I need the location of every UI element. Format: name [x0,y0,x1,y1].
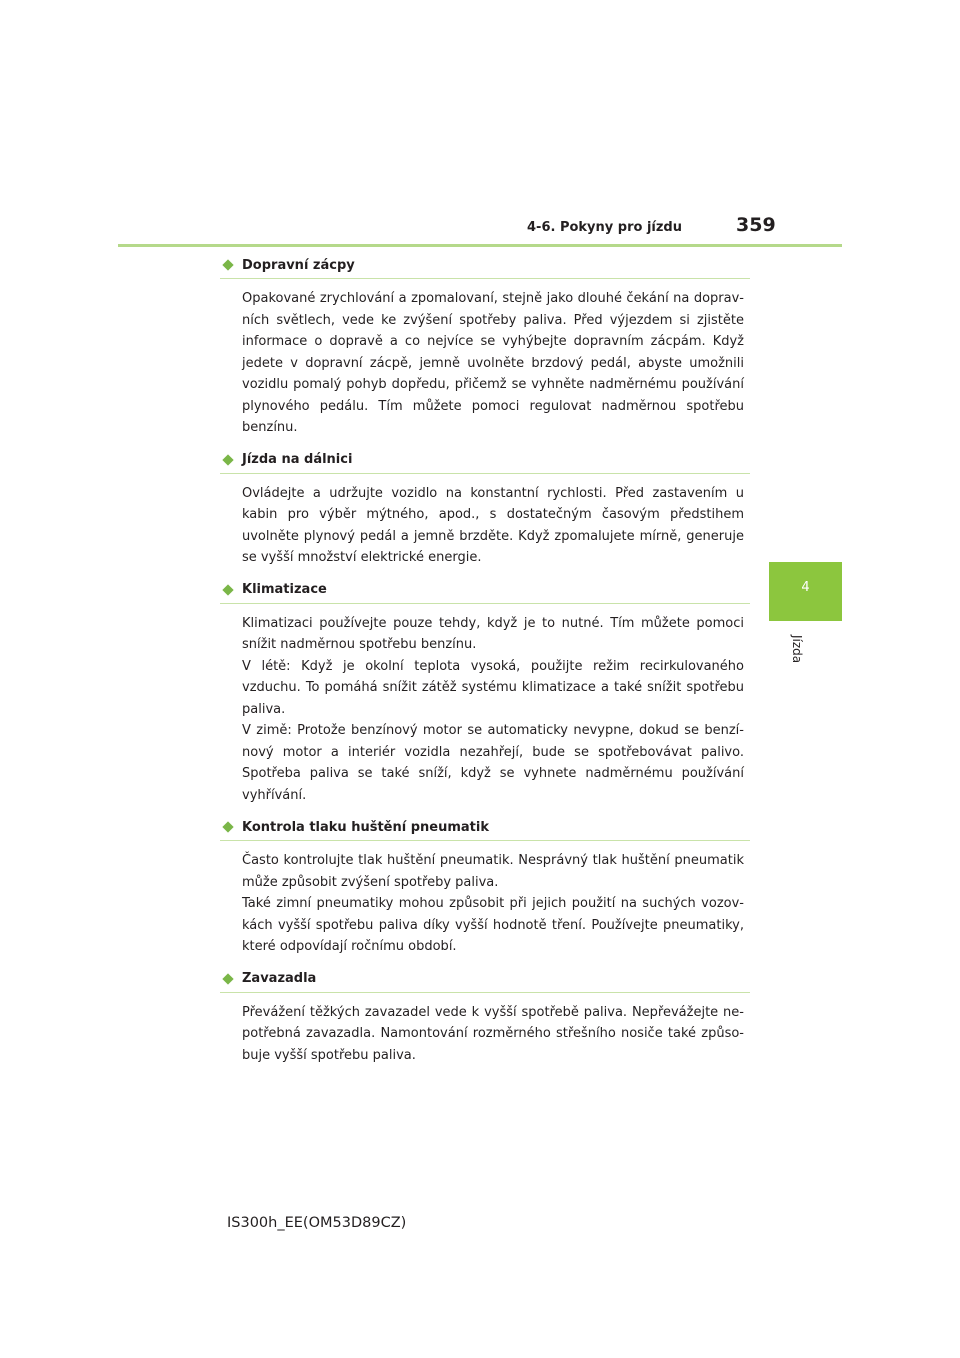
section-body [242,1002,744,1067]
section-body [242,613,744,807]
chapter-tab[interactable]: 4 [769,562,842,621]
header-divider [118,244,842,247]
section-luggage [220,968,750,1067]
diamond-bullet-icon [222,973,233,984]
paragraph: V létě: Když je okolní teplota vysoká, použijte režim recirkulovaného vzduchu. To pomáhá snížit zátěž systému klimatizace a také snížit spotřebu paliva. [242,658,744,717]
diamond-bullet-icon [222,821,233,832]
section-tire-pressure [220,816,750,958]
paragraph: Také zimní pneumatiky mohou způsobit při jejich použití na suchých vozovkách vyšší spotřebu paliva díky vyšší hodnotě tření. Používejte pneumatiky, které odpovídají ročnímu období. [242,896,744,954]
page-content [220,254,750,1076]
section-title: Jízda na dálnici [242,452,353,467]
section-body [242,850,744,958]
section-header [220,579,750,604]
diamond-bullet-icon [222,584,233,595]
section-traffic-jams [220,254,750,439]
section-header [220,254,750,279]
paragraph: Často kontrolujte tlak huštění pneumatik. Nesprávný tlak huštění pneumatik může způsobit zvýšení spotřeby paliva. [242,853,744,890]
section-header [220,816,750,841]
section-title: Zavazadla [242,971,317,986]
chapter-title: 4-6. Pokyny pro jízdu [527,220,682,235]
paragraph: Převážení těžkých zavazadel vede k vyšší spotřebě paliva. Nepřevážejte nepotřebná zavazadla. Namontování rozměrného střešního nosiče také způsobuje vyšší spotřebu paliva. [242,1004,744,1063]
paragraph: Ovládejte a udržujte vozidlo na konstantní rychlosti. Před zastavením u kabin pro výběr mýtného, apod., s dostatečným časovým předstihem uvolněte plynový pedál a jemně brzděte. Když zpomalujete mírně, generuje se vyšší množství elektrické energie. [242,485,744,565]
section-title: Dopravní zácpy [242,257,355,273]
section-title: Kontrola tlaku huštění pneumatik [242,819,489,835]
section-air-conditioning [220,579,750,807]
section-body [242,483,744,569]
section-body [242,288,744,439]
paragraph: Opakované zrychlování a zpomalovaní, stejně jako dlouhé čekání na dopravních světlech, vede ke zvýšení spotřeby paliva. Před výjezdem si zjistěte informace o dopravě a co nejvíce se vyhýbejte dopravním zácpám. Když jedete v dopravní zácpě, jemně uvolněte brzdový pedál, abyste umožnili vozidlu pomalý pohyb dopředu, přičemž se vyhněte nadměrnému používání plynového pedálu. Tím můžete pomoci regulovat nadměrnou spotřebu benzínu. [242,291,744,435]
paragraph: Klimatizaci používejte pouze tehdy, když je to nutné. Tím můžete pomoci snížit nadměrnou spotřebu benzínu. [242,615,744,652]
diamond-bullet-icon [222,259,233,270]
document-code: IS300h_EE(OM53D89CZ) [227,1215,407,1231]
page-number: 359 [736,214,776,236]
section-title: Klimatizace [242,582,327,597]
section-header [220,968,750,993]
paragraph: V zimě: Protože benzínový motor se automaticky nevypne, dokud se benzínový motor a interiér vozidla nezahřejí, bude se spotřebovávat palivo. Spotřeba paliva se také sníží, když se vyhnete nadměrnému používání vyhřívání. [242,723,744,803]
diamond-bullet-icon [222,454,233,465]
section-highway-driving [220,449,750,569]
chapter-tab-label: Jízda [790,635,804,664]
section-header [220,449,750,474]
